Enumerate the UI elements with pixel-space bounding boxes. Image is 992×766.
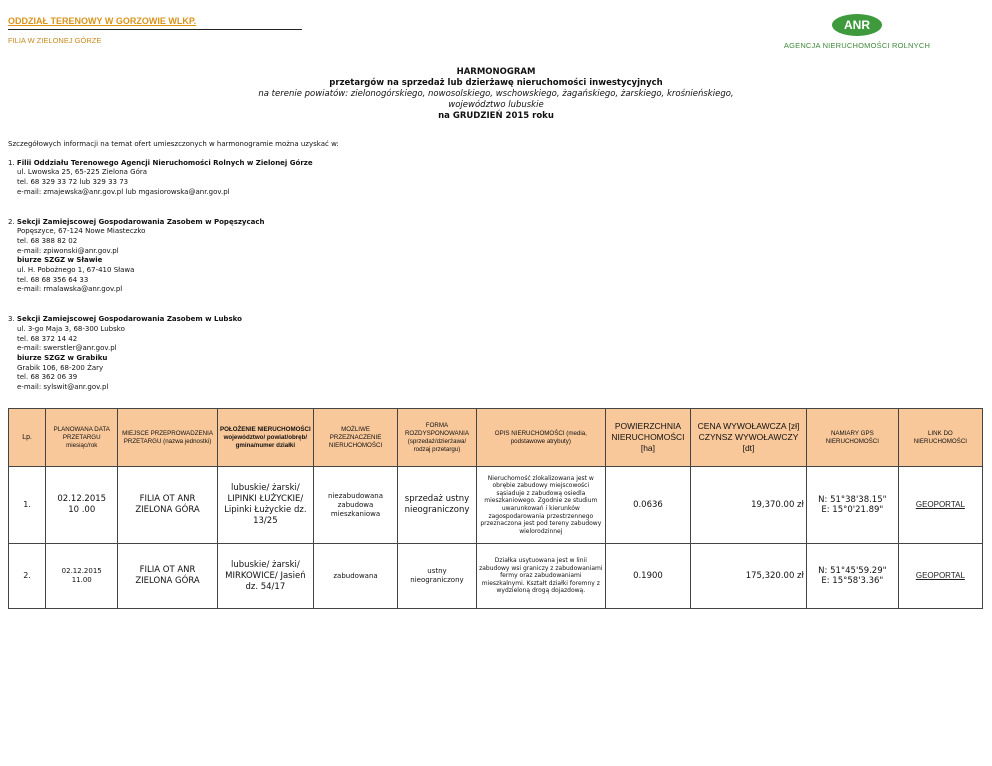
document-title — [0, 67, 992, 122]
section-3-address: ul. 3-go Maja 3, 68-300 Lubsko — [17, 324, 125, 333]
info-intro: Szczegółowych informacji na temat ofert umieszczonych w harmonogramie można uzyskać w: — [8, 140, 339, 148]
cell-location: lubuskie/ żarski/ LIPINKI ŁUŻYCKIE/ Lipinki Łużyckie dz. 13/25 — [217, 467, 313, 544]
section-2b-address: ul. H. Pobożnego 1, 67-410 Sława — [17, 266, 135, 275]
organization-header — [8, 16, 302, 45]
section-1-phone: tel. 68 329 33 72 lub 329 33 73 — [17, 178, 129, 187]
geoportal-link[interactable]: GEOPORTAL — [915, 500, 965, 509]
header-purpose: MOŻLIWE PRZEZNACZENIE NIERUCHOMOŚCI — [313, 409, 397, 467]
section-2-address: Popęszyce, 67-124 Nowe Miasteczko — [17, 227, 146, 236]
cell-description: Działka usytuowana jest w linii zabudowy wsi graniczy z zabudowaniami fermy oraz zabudowaniami mieszkalnymi. Kształt działki foremny z wydzieloną drogą dojazdową. — [476, 544, 605, 609]
section-3-title: 3. Sekcji Zamiejscowej Gospodarowania Zasobem w Lubsko — [8, 315, 242, 324]
contact-info — [8, 140, 568, 393]
anr-logo — [772, 14, 942, 50]
table-row — [9, 544, 983, 609]
cell-form: ustny nieograniczony — [398, 544, 477, 609]
cell-purpose: niezabudowana zabudowa mieszkaniowa — [313, 467, 397, 544]
header-price: CENA WYWOŁAWCZA [zł] CZYNSZ WYWOŁAWCZY [dt] — [691, 409, 807, 467]
header-link: LINK DO NIERUCHOMOŚCI — [898, 409, 982, 467]
anr-logo-text: AGENCJA NIERUCHOMOŚCI ROLNYCH — [783, 41, 931, 50]
title-line-3: na terenie powiatów: zielonogórskiego, nowosolskiego, wschowskiego, żagańskiego, żarskiego, krośnieńskiego, — [258, 89, 734, 99]
cell-date: 02.12.2015 11.00 — [46, 544, 118, 609]
section-3b-phone: tel. 68 362 06 39 — [17, 373, 78, 382]
section-3-phone: tel. 68 372 14 42 — [17, 334, 78, 343]
section-3b-title: biurze SZGZ w Grabiku — [17, 353, 108, 362]
anr-logo-badge: ANR — [832, 14, 882, 36]
header-form: FORMA ROZDYSPONOWANIA (sprzedaż/dzierżawa/ rodzaj przetargu) — [398, 409, 477, 467]
section-2-title: 2. Sekcji Zamiejscowej Gospodarowania Zasobem w Popęszycach — [8, 217, 265, 226]
section-1-email: e-mail: zmajewska@anr.gov.pl lub mgasiorowska@anr.gov.pl — [17, 187, 230, 196]
table-row — [9, 467, 983, 544]
header-place: MIEJSCE PRZEPROWADZENIA PRZETARGU (nazwa jednostki) — [118, 409, 217, 467]
section-2-phone: tel. 68 388 82 02 — [17, 236, 78, 245]
section-1-title: 1. Filii Oddziału Terenowego Agencji Nieruchomości Rolnych w Zielonej Górze — [8, 158, 313, 167]
organization-name: ODDZIAŁ TERENOWY W GORZOWIE WLKP. — [8, 16, 302, 30]
cell-lp: 1. — [9, 467, 46, 544]
section-3-email: e-mail: swerstler@anr.gov.pl — [17, 344, 117, 353]
section-2-email: e-mail: zpiwonski@anr.gov.pl — [17, 246, 119, 255]
section-3b-email: e-mail: sylswit@anr.gov.pl — [17, 383, 109, 392]
cell-place: FILIA OT ANR ZIELONA GÓRA — [118, 467, 217, 544]
cell-area: 0.0636 — [605, 467, 690, 544]
section-2b-title: biurze SZGZ w Sławie — [17, 256, 103, 265]
header-lp: Lp. — [9, 409, 46, 467]
title-line-5: na GRUDZIEŃ 2015 roku — [438, 111, 554, 121]
cell-gps: N: 51°45'59.29" E: 15°58'3.36" — [806, 544, 898, 609]
section-2b-phone: tel. 68 68 356 64 33 — [17, 275, 89, 284]
cell-lp: 2. — [9, 544, 46, 609]
cell-gps: N: 51°38'38.15" E: 15°0'21.89" — [806, 467, 898, 544]
header-description: OPIS NIERUCHOMOŚCI (media, podstawowe atrybuty) — [476, 409, 605, 467]
title-line-2: przetargów na sprzedaż lub dzierżawę nieruchomości inwestycyjnych — [329, 78, 663, 88]
branch-name: FILIA W ZIELONEJ GÓRZE — [8, 36, 102, 45]
cell-purpose: zabudowana — [313, 544, 397, 609]
cell-price: 19,370.00 zł — [691, 467, 807, 544]
header-date: PLANOWANA DATA PRZETARGU miesiąc/rok — [46, 409, 118, 467]
auction-schedule-table — [8, 408, 983, 609]
section-3b-address: Grabik 106, 68-200 Żary — [17, 363, 104, 372]
cell-description: Nieruchomość zlokalizowana jest w obrębie zabudowy miejscowości sąsiaduje z zabudową osiedla mieszkaniowego. Zgodnie ze studium uwarunkowań i kierunków zagospodarowania przestrzennego przeznaczona jest pod tereny zabudowy wielorodzinnej — [476, 467, 605, 544]
table-header-row — [9, 409, 983, 467]
cell-date: 02.12.2015 10 .00 — [46, 467, 118, 544]
cell-place: FILIA OT ANR ZIELONA GÓRA — [118, 544, 217, 609]
section-2b-email: e-mail: rmalawska@anr.gov.pl — [17, 285, 123, 294]
cell-price: 175,320.00 zł — [691, 544, 807, 609]
cell-form: sprzedaż ustny nieograniczony — [398, 467, 477, 544]
cell-area: 0.1900 — [605, 544, 690, 609]
title-line-4: województwo lubuskie — [448, 100, 544, 110]
section-1-address: ul. Lwowska 25, 65-225 Zielona Góra — [17, 168, 148, 177]
header-area: POWIERZCHNIA NIERUCHOMOŚCI [ha] — [605, 409, 690, 467]
cell-link — [898, 467, 982, 544]
cell-link — [898, 544, 982, 609]
geoportal-link[interactable]: GEOPORTAL — [915, 571, 965, 580]
title-line-1: HARMONOGRAM — [456, 67, 536, 77]
header-gps: NAMIARY GPS NIERUCHOMOŚCI — [806, 409, 898, 467]
header-location: POŁOŻENIE NIERUCHOMOŚCI województwo/ powiat/obręb/ gmina/numer działki — [217, 409, 313, 467]
cell-location: lubuskie/ żarski/ MIRKOWICE/ Jasień dz. 54/17 — [217, 544, 313, 609]
